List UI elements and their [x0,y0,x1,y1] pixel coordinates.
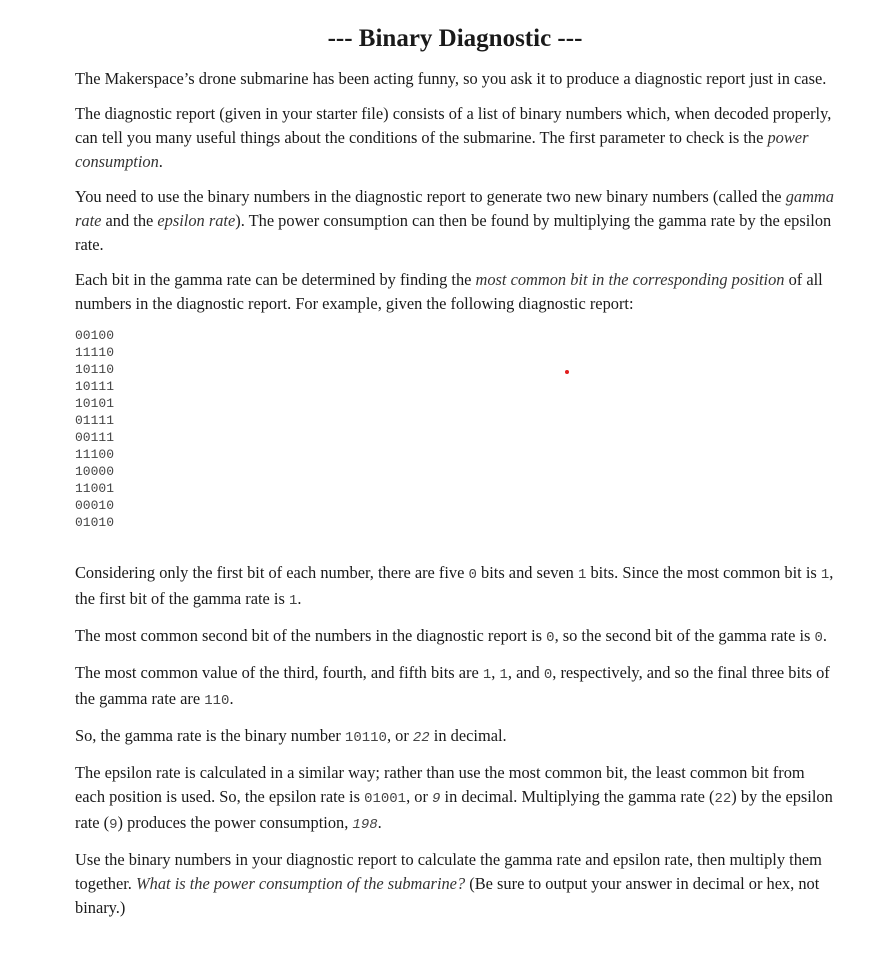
page-title: --- Binary Diagnostic --- [327,25,583,52]
report-line: 00010 [75,498,115,513]
gamma-result-paragraph: So, the gamma rate is the binary number 10110, or 22 in decimal. [75,726,507,746]
remaining-bits-paragraph: The most common value of the third, fourth, and fifth bits are 1, 1, and 0, respectively, and so the final three bits of the gamma rate are 110. [75,663,830,709]
report-line: 11110 [75,345,115,360]
first-bit-paragraph: Considering only the first bit of each number, there are five 0 bits and seven 1 bits. Since the most common bit is 1, the first bit of the gamma rate is 1. [75,563,834,609]
report-description-paragraph: The diagnostic report (given in your starter file) consists of a list of binary numbers which, when decoded properly, can tell you many useful things about the conditions of the submarine. The first parameter to check is the power consumption. [75,104,832,171]
second-bit-paragraph: The most common second bit of the numbers in the diagnostic report is 0, so the second bit of the gamma rate is 0. [75,626,827,646]
intro-paragraph: The Makerspace’s drone submarine has been acting funny, so you ask it to produce a diagnostic report just in case. [75,69,827,88]
report-line: 01111 [75,413,115,428]
rates-paragraph: You need to use the binary numbers in the diagnostic report to generate two new binary numbers (called the gamma rate and the epsilon rate). The power consumption can then be found by multiplying the gamma rate by the epsilon rate. [75,187,834,254]
report-line: 10110 [75,362,115,377]
epsilon-paragraph: The epsilon rate is calculated in a similar way; rather than use the most common bit, the least common bit from each position is used. So, the epsilon rate is 01001, or 9 in decimal. Multiplying the gamma rate (22) by the epsilon rate (9) produces the power consumption, 198. [75,763,833,833]
bit-determination-paragraph: Each bit in the gamma rate can be determined by finding the most common bit in the corresponding position of all numbers in the diagnostic report. For example, given the following diagnostic report: [75,270,823,313]
report-line: 00100 [75,328,115,343]
article [75,22,835,931]
most-common-bit-term: most common bit in the corresponding position [475,270,785,289]
report-line: 00111 [75,430,115,445]
report-line: 11100 [75,447,115,462]
task-question: What is the power consumption of the submarine? [136,874,466,893]
report-line: 10000 [75,464,115,479]
gamma-rate-term: gamma rate [75,187,834,230]
task-paragraph: Use the binary numbers in your diagnostic report to calculate the gamma rate and epsilon rate, then multiply them together. What is the power consumption of the submarine? (Be sure to output your answer in decimal or hex, not binary.) [75,850,822,917]
diagnostic-report-example [75,327,835,531]
report-line: 01010 [75,515,115,530]
power-consumption-term: power consumption [75,128,809,171]
report-line: 10111 [75,379,115,394]
marker-dot [565,370,569,374]
report-line: 10101 [75,396,115,411]
report-line: 11001 [75,481,115,496]
epsilon-rate-term: epsilon rate [157,211,236,230]
